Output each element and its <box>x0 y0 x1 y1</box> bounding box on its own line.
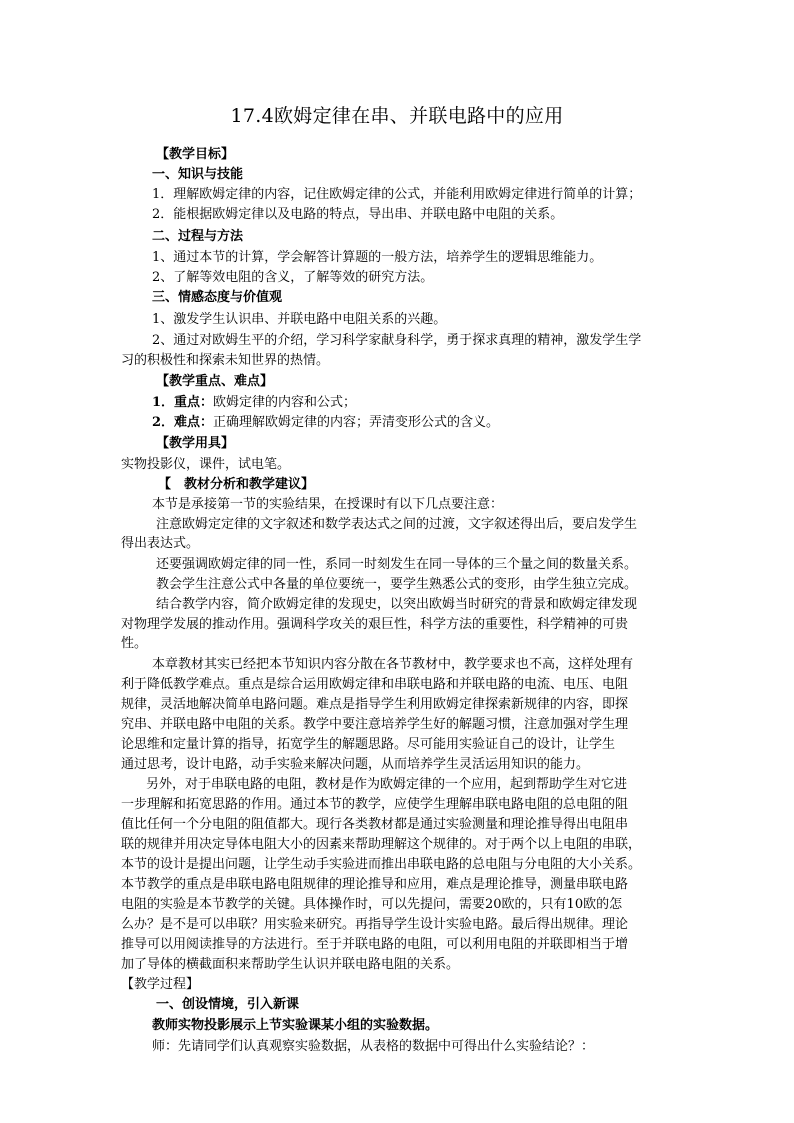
text-line: 【教学过程】 <box>121 977 200 992</box>
text-line: 规律，灵活地解决简单电路问题。难点是指导学生利用欧姆定律探索新规律的内容，即探 <box>121 697 629 712</box>
key-point-label: 1．重点： <box>152 395 214 410</box>
text-line: 教会学生注意公式中各量的单位要统一，要学生熟悉公式的变形，由学生独立完成。 <box>156 577 638 592</box>
section-heading-analysis: 【 教材分析和教学建议】 <box>158 477 315 492</box>
section-heading-materials: 【教学用具】 <box>156 436 235 451</box>
text-line: 值比任何一个分电阻的阻值都大。现行各类教材都是通过实验测量和理论推导得出电阻串 <box>121 817 629 832</box>
text-line: 利于降低教学难点。重点是综合运用欧姆定律和串联电路和并联电路的电流、电压、电阻 <box>121 677 629 692</box>
text-line: 2、通过对欧姆生平的介绍，学习科学家献身科学，勇于探求真理的精神，激发学生学 <box>152 333 642 348</box>
text-line: 究串、并联电路中电阻的关系。教学中要注意培养学生好的解题习惯，注意加强对学生理 <box>121 717 629 732</box>
section-heading-process: 一、创设情境，引入新课 <box>156 997 300 1012</box>
text-line: 实物投影仪，课件，试电笔。 <box>121 457 291 472</box>
text-line: 一步理解和拓宽思路的作用。通过本节的教学，应使学生理解串联电路电阻的总电阻的阻 <box>121 797 629 812</box>
difficulty-text: 正确理解欧姆定律的内容；弄清变形公式的含义。 <box>213 415 500 430</box>
text-line: 么办？是不是可以串联？用实验来研究。再指导学生设计实验电路。最后得出规律。理论 <box>121 917 629 932</box>
text-line: 1、激发学生认识串、并联电路中电阻关系的兴趣。 <box>152 312 447 327</box>
text-line: 还要强调欧姆定律的同一性，系同一时刻发生在同一导体的三个量之间的数量关系。 <box>156 557 638 572</box>
text-line: 另外，对于串联电路的电阻，教材是作为欧姆定律的一个应用，起到帮助学生对它进 <box>146 777 628 792</box>
text-line: 电阻的实验是本节教学的关键。具体操作时，可以先提问，需要20欧的，只有10欧的怎 <box>121 897 623 912</box>
text-line: 本节的设计是提出问题，让学生动手实验进而推出串联电路的总电阻与分电阻的大小关系。 <box>121 857 642 872</box>
document-title: 17.4欧姆定律在串、并联电路中的应用 <box>230 105 564 127</box>
text-line: 注意欧姆定定律的文字叙述和数学表达式之间的过渡，文字叙述得出后，要启发学生 <box>156 517 638 532</box>
text-line: 通过思考，设计电路，动手实验来解决问题，从而培养学生灵活运用知识的能力。 <box>121 757 590 772</box>
subheading-process: 二、过程与方法 <box>152 229 244 244</box>
text-line: 论思维和定量计算的指导，拓宽学生的解题思路。尽可能用实验证自己的设计，让学生 <box>121 737 616 752</box>
text-line: 加了导体的横截面积来帮助学生认识并联电路电阻的关系。 <box>121 957 460 972</box>
text-line: 推导可以用阅读推导的方法进行。至于并联电路的电阻，可以利用电阻的并联即相当于增 <box>121 937 629 952</box>
key-point-text: 欧姆定律的内容和公式； <box>213 395 357 410</box>
text-line: 本节教学的重点是串联电路电阻规律的理论推导和应用，难点是理论推导，测量串联电路 <box>121 877 629 892</box>
text-line <box>152 395 356 411</box>
text-line: 性。 <box>121 636 148 651</box>
subheading-attitude: 三、情感态度与价值观 <box>152 290 283 305</box>
text-line: 1．理解欧姆定律的内容，记住欧姆定律的公式，并能利用欧姆定律进行简单的计算； <box>152 187 642 202</box>
section-heading-objectives: 【教学目标】 <box>156 147 235 162</box>
text-line: 师：先请同学们认真观察实验数据，从表格的数据中可得出什么实验结论？： <box>152 1039 595 1054</box>
text-line <box>152 415 499 431</box>
text-line: 联的规律并用决定导体电阻大小的因素来帮助理解这个规律的。对于两个以上电阻的串联， <box>121 837 642 852</box>
subheading-knowledge: 一、知识与技能 <box>152 167 244 182</box>
text-line: 习的积极性和探索未知世界的热情。 <box>121 353 330 368</box>
text-line: 本章教材其实已经把本节知识内容分散在各节教材中，教学要求也不高，这样处理有 <box>152 657 634 672</box>
text-line: 结合教学内容，简介欧姆定律的发现史，以突出欧姆当时研究的背景和欧姆定律发现 <box>156 597 638 612</box>
difficulty-label: 2．难点： <box>152 415 214 430</box>
text-line: 本节是承接第一节的实验结果，在授课时有以下几点要注意： <box>152 497 504 512</box>
subheading-intro: 教师实物投影展示上节实验课某小组的实验数据。 <box>152 1018 439 1033</box>
text-line: 对物理学发展的推动作用。强调科学攻关的艰巨性，科学方法的重要性，科学精神的可贵 <box>121 617 629 632</box>
section-heading-key-points: 【教学重点、难点】 <box>156 374 274 389</box>
text-line: 2、了解等效电阻的含义，了解等效的研究方法。 <box>152 270 434 285</box>
text-line: 得出表达式。 <box>121 536 200 551</box>
text-line: 2．能根据欧姆定律以及电路的特点，导出串、并联电路中电阻的关系。 <box>152 207 564 222</box>
text-line: 1、通过本节的计算，学会解答计算题的一般方法，培养学生的逻辑思维能力。 <box>152 250 603 265</box>
